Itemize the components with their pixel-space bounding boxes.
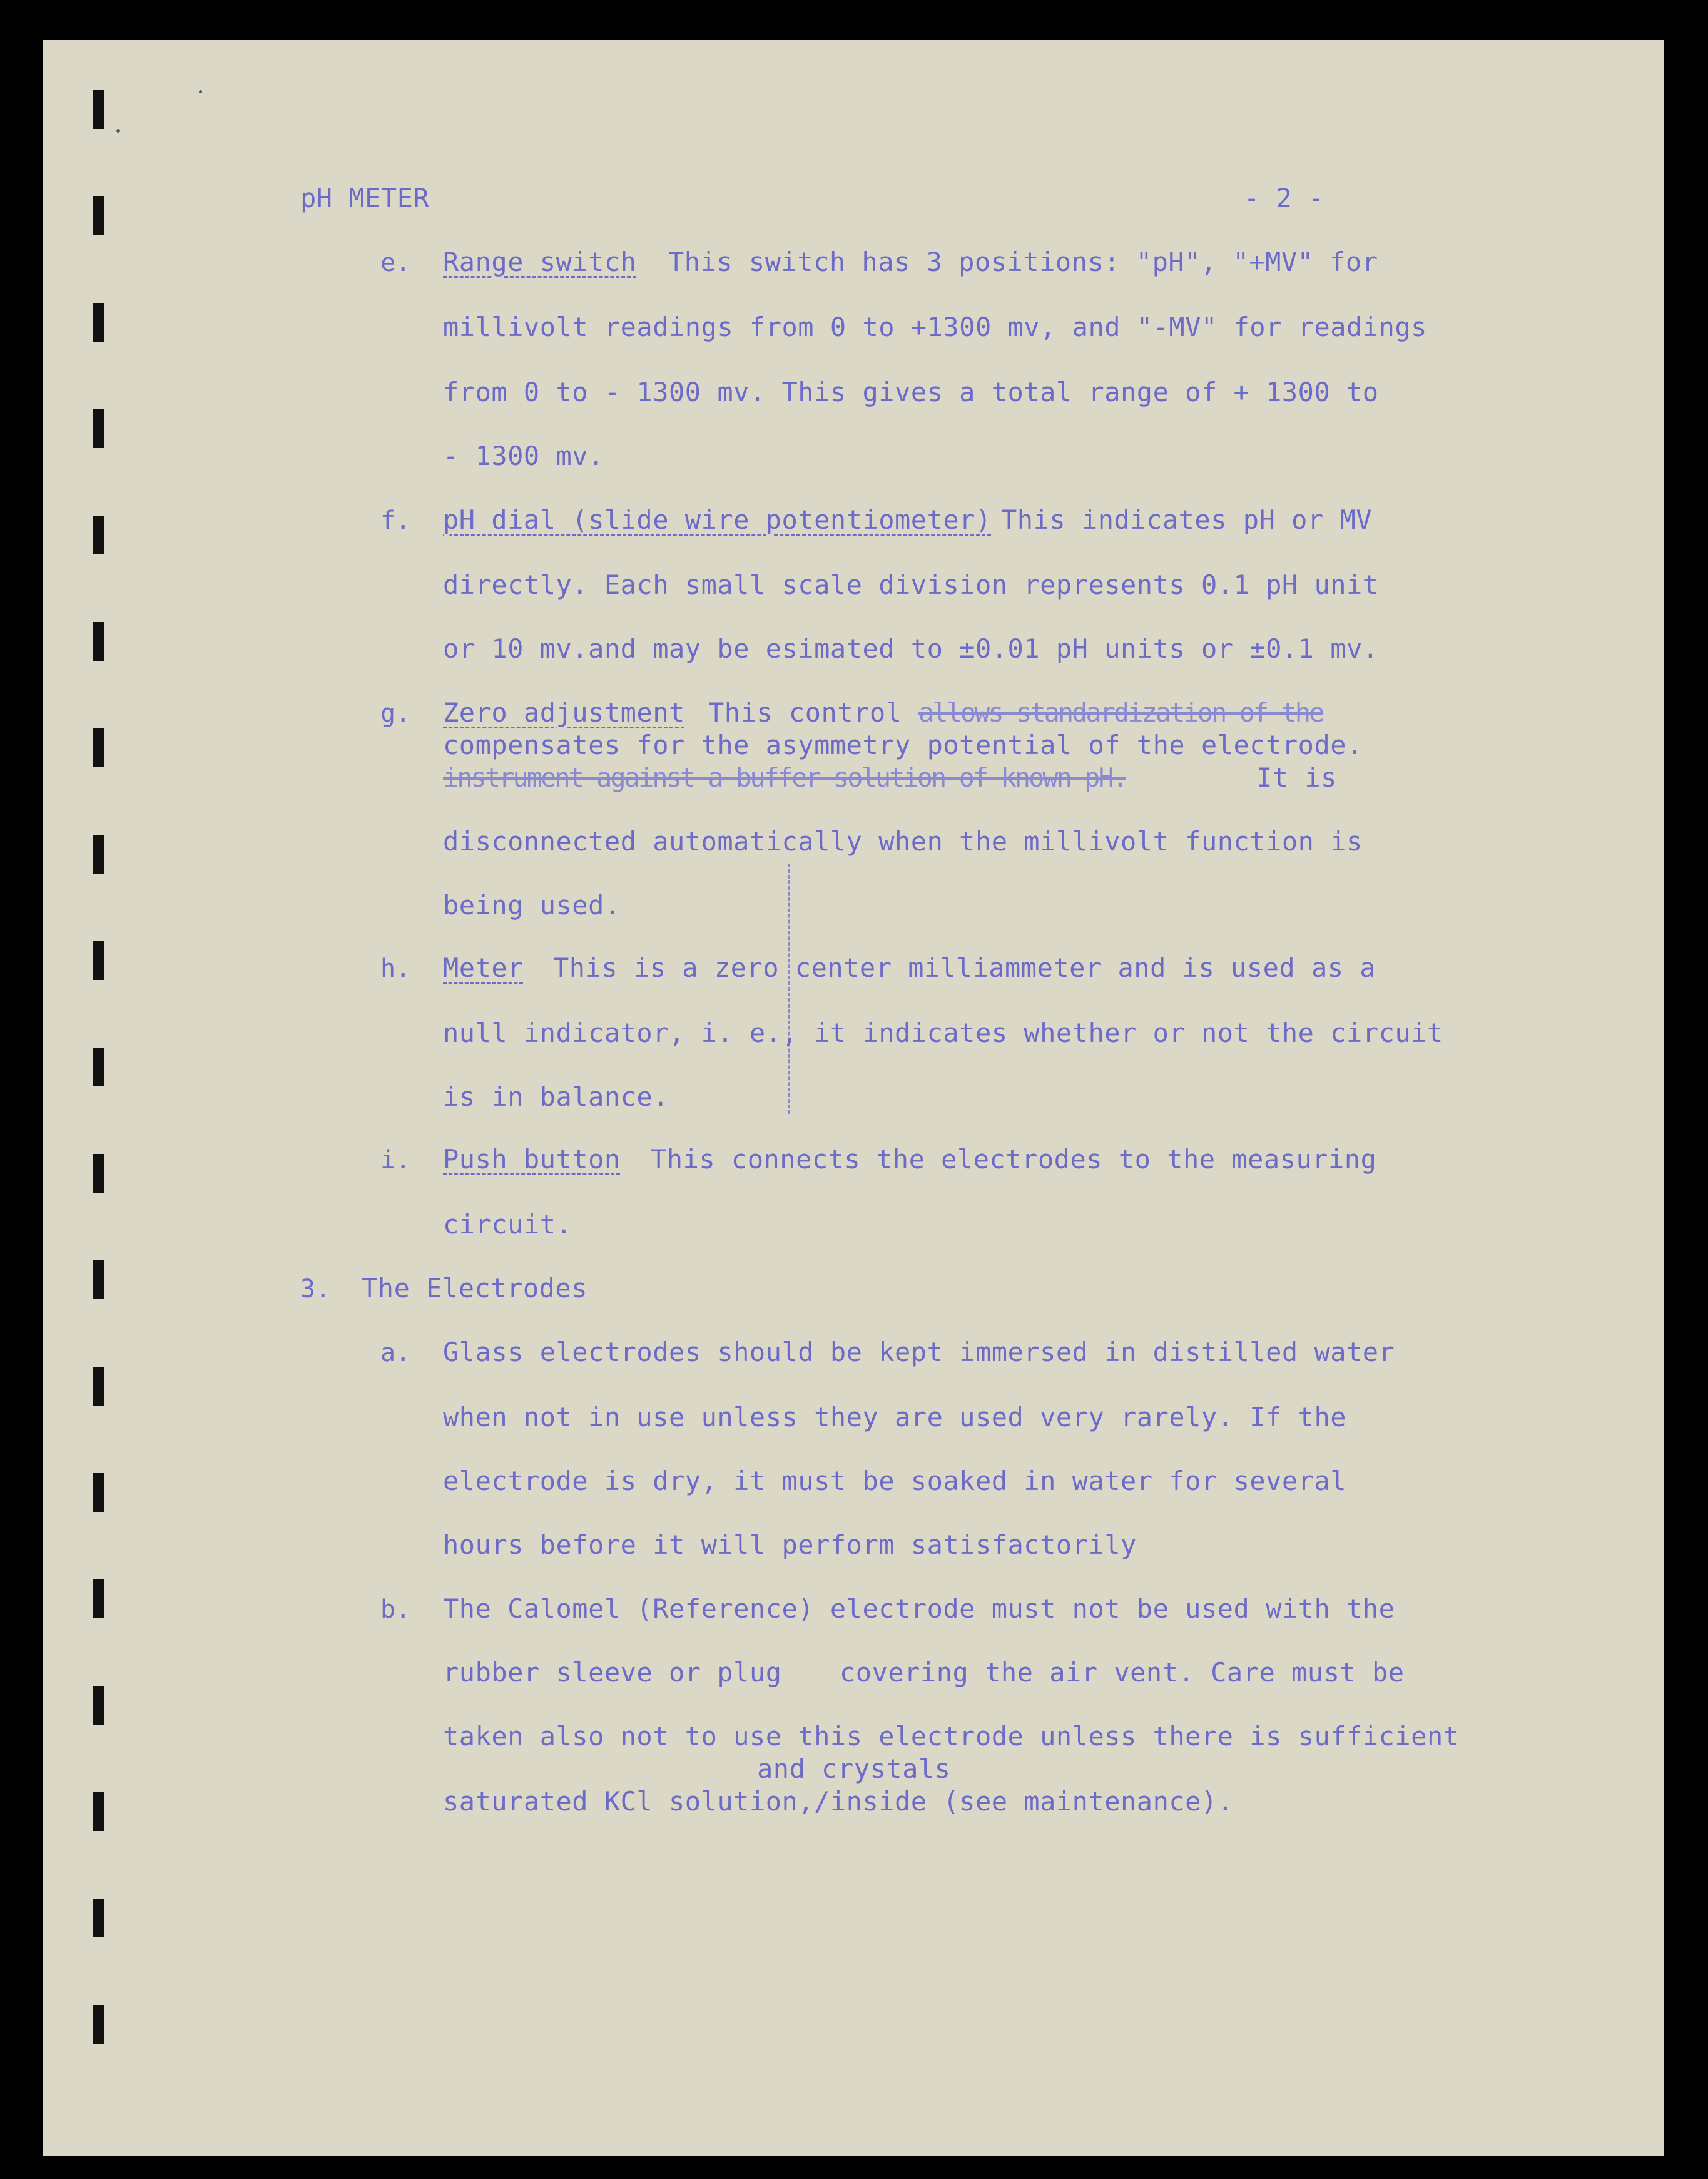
- page-header-title: pH METER: [300, 183, 430, 213]
- page-number: - 2 -: [1244, 183, 1324, 213]
- struck-text: allows standardization of the: [918, 697, 1323, 728]
- binding-mark: [93, 409, 104, 448]
- item-text: The Calomel (Reference) electrode must not be used with the: [443, 1593, 1395, 1624]
- item-text: taken also not to use this electrode unless there is sufficient: [443, 1721, 1460, 1752]
- item-text: This control: [708, 697, 902, 728]
- section-title: The Electrodes: [362, 1273, 588, 1304]
- item-text: or 10 mv.and may be esimated to ±0.01 pH units or ±0.1 mv.: [443, 633, 1379, 664]
- item-text: electrode is dry, it must be soaked in water for several: [443, 1466, 1347, 1496]
- binding-mark: [93, 728, 104, 767]
- item-heading: Zero adjustment: [443, 697, 685, 728]
- item-text: This indicates pH or MV: [1001, 504, 1373, 535]
- binding-mark: [93, 1792, 104, 1831]
- binding-mark: [93, 1048, 104, 1086]
- binding-mark: [93, 1367, 104, 1406]
- document-page: [43, 40, 1664, 2156]
- item-marker: f.: [380, 506, 411, 535]
- binding-mark: [93, 622, 104, 661]
- item-heading: Meter: [443, 952, 524, 983]
- item-text: This connects the electrodes to the measuring: [651, 1144, 1377, 1175]
- binding-mark: [93, 2005, 104, 2044]
- binding-mark: [93, 1579, 104, 1618]
- section-number: 3.: [300, 1275, 331, 1304]
- item-text: covering the air vent. Care must be: [840, 1657, 1405, 1688]
- binding-mark: [93, 303, 104, 342]
- item-marker: i.: [380, 1146, 411, 1175]
- item-text: compensates for the asymmetry potential of the electrode.: [443, 730, 1363, 760]
- margin-rule-line: [788, 864, 792, 1114]
- binding-mark: [93, 516, 104, 554]
- item-text: rubber sleeve or plug: [443, 1657, 782, 1688]
- item-text: This switch has 3 positions: "pH", "+MV" for: [668, 247, 1378, 277]
- item-marker: e.: [380, 248, 411, 277]
- paper-speck: [199, 90, 202, 93]
- item-text: hours before it will perform satisfactorily: [443, 1529, 1137, 1560]
- binding-mark: [93, 835, 104, 874]
- item-text: is in balance.: [443, 1081, 669, 1112]
- item-text: from 0 to - 1300 mv. This gives a total range of + 1300 to: [443, 377, 1379, 407]
- item-heading: Range switch: [443, 247, 637, 277]
- binding-mark: [93, 1260, 104, 1299]
- item-text: null indicator, i. e., it indicates whether or not the circuit: [443, 1018, 1443, 1048]
- binding-mark: [93, 1686, 104, 1725]
- binding-mark: [93, 196, 104, 235]
- item-marker: b.: [380, 1595, 411, 1624]
- item-text: circuit.: [443, 1209, 572, 1240]
- paper-speck: [116, 129, 120, 133]
- binding-mark: [93, 90, 104, 129]
- binding-mark: [93, 941, 104, 980]
- interlinear-insert: and crystals: [757, 1753, 951, 1784]
- item-text: millivolt readings from 0 to +1300 mv, and "-MV" for readings: [443, 312, 1427, 342]
- item-text: It is: [1256, 762, 1337, 793]
- item-text: Glass electrodes should be kept immersed in distilled water: [443, 1337, 1395, 1367]
- item-text: directly. Each small scale division represents 0.1 pH unit: [443, 569, 1379, 600]
- item-marker: g.: [380, 699, 411, 728]
- item-heading: Push button: [443, 1144, 621, 1175]
- binding-mark: [93, 1473, 104, 1512]
- item-marker: h.: [380, 954, 411, 983]
- binding-mark: [93, 1154, 104, 1193]
- item-text: when not in use unless they are used very rarely. If the: [443, 1402, 1347, 1432]
- struck-text: instrument against a buffer solution of known pH.: [443, 762, 1127, 793]
- item-text: saturated KCl solution,/inside (see maintenance).: [443, 1786, 1234, 1817]
- item-marker: a.: [380, 1339, 411, 1367]
- item-text: disconnected automatically when the millivolt function is: [443, 826, 1363, 857]
- item-text: - 1300 mv.: [443, 441, 604, 471]
- item-heading: pH dial (slide wire potentiometer): [443, 504, 992, 535]
- item-text: being used.: [443, 890, 621, 921]
- binding-mark: [93, 1899, 104, 1937]
- item-text: This is a zero center milliammeter and is used as a: [553, 952, 1376, 983]
